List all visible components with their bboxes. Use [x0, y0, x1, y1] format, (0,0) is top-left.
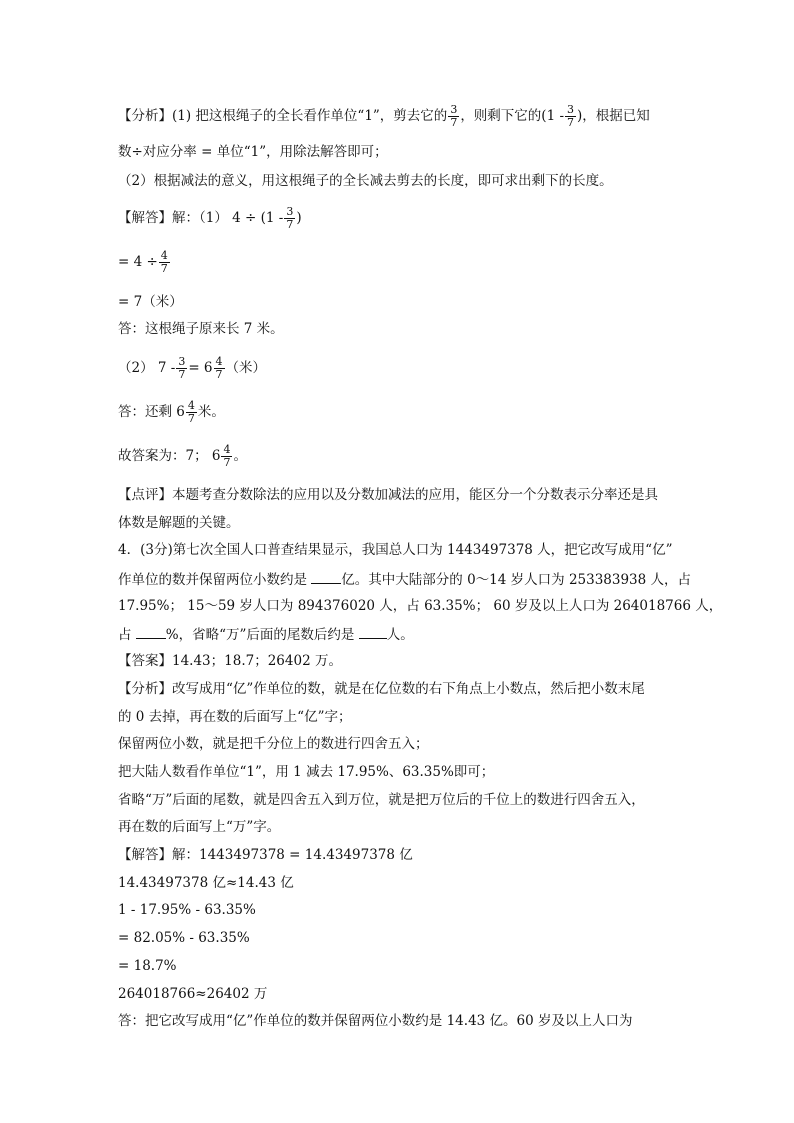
solution-line-1: 【解答】解：（1） 4 ÷ (1 - $\frac{3}{7}$ ) — [118, 205, 302, 231]
final-answer-line: 故答案为：7； 6 $\frac{4}{7}$ 。 — [118, 443, 247, 469]
question-4-solution-5: = 18.7% — [118, 958, 177, 974]
question-4-analysis-2: 的 0 去掉，再在数的后面写上“亿”字； — [118, 709, 352, 725]
analysis-line-3: （2）根据减法的意义，用这根绳子的全长减去剪去的长度，即可求出剩下的长度。 — [118, 173, 613, 189]
fraction-4-7: $\frac{4}{7}$ — [215, 355, 223, 381]
text: ，则剩下它的(1 - — [460, 108, 565, 124]
question-4-solution-6: 264018766≈26402 万 — [118, 986, 268, 1002]
question-4-answer: 【答案】14.43；18.7；26402 万。 — [118, 653, 342, 669]
question-4-solution-4: = 82.05% - 63.35% — [118, 930, 250, 946]
fraction-3-7: $\frac{3}{7}$ — [178, 355, 186, 381]
answer-blank — [136, 624, 166, 639]
fraction-3-7: $\frac{3}{7}$ — [450, 103, 458, 129]
question-4-solution-3: 1 - 17.95% - 63.35% — [118, 902, 256, 918]
answer-line-1: 答：这根绳子原来长 7 米。 — [118, 321, 284, 337]
fraction-4-7: $\frac{4}{7}$ — [160, 249, 168, 275]
text: )，根据已知 — [577, 108, 650, 124]
solution-line-4: （2） 7 - $\frac{3}{7}$ = 6 $\frac{4}{7}$ （米） — [118, 355, 267, 381]
analysis-line-2: 数÷对应分率 = 单位“1”，用除法解答即可； — [118, 144, 388, 160]
fraction-4-7: $\frac{4}{7}$ — [187, 399, 195, 425]
question-4-solution-1: 【解答】解：1443497378 = 14.43497378 亿 — [118, 847, 413, 863]
solution-line-2: = 4 ÷ $\frac{4}{7}$ — [118, 249, 168, 275]
question-4-line-4: 占 %，省略“万”后面的尾数后约是 人。 — [118, 624, 414, 644]
question-4-analysis-6: 再在数的后面写上“万”字。 — [118, 819, 281, 835]
question-4-analysis-4: 把大陆人数看作单位“1”，用 1 减去 17.95%、63.35%即可； — [118, 764, 495, 780]
solution-line-3: = 7（米） — [118, 294, 183, 310]
comment-line-2: 体数是解题的关键。 — [118, 515, 240, 531]
question-4-line-2: 作单位的数并保留两位小数约是 亿。其中大陆部分的 0～14 岁人口为 253383938 人，占 — [118, 569, 691, 589]
answer-line-2: 答：还剩 6 $\frac{4}{7}$ 米。 — [118, 399, 225, 425]
analysis-line-1 — [118, 104, 650, 129]
answer-blank — [311, 569, 341, 584]
question-4-solution-2: 14.43497378 亿≈14.43 亿 — [118, 875, 294, 891]
question-4-analysis-3: 保留两位小数，就是把千分位上的数进行四舍五入； — [118, 736, 429, 752]
fraction-3-7: $\frac{3}{7}$ — [567, 103, 575, 129]
fraction-3-7: $\frac{3}{7}$ — [286, 205, 294, 231]
question-4-line-3: 17.95%； 15～59 岁人口为 894376020 人，占 63.35%； 60 岁及以上人口为 264018766 人， — [118, 598, 723, 614]
question-4-line-1: 4．(3分)第七次全国人口普查结果显示，我国总人口为 1443497378 人，把它改写成用“亿” — [118, 542, 673, 558]
question-4-analysis-5: 省略“万”后面的尾数，就是四舍五入到万位，就是把万位后的千位上的数进行四舍五入， — [118, 792, 645, 808]
question-4-analysis-1: 【分析】改写成用“亿”作单位的数，就是在亿位数的右下角点上小数点，然后把小数末尾 — [118, 681, 645, 697]
fraction-4-7: $\frac{4}{7}$ — [223, 443, 231, 469]
text: 【分析】(1) 把这根绳子的全长看作单位“1”，剪去它的 — [118, 108, 448, 124]
comment-line-1: 【点评】本题考查分数除法的应用以及分数加减法的应用，能区分一个分数表示分率还是具 — [118, 487, 658, 503]
answer-blank — [359, 624, 387, 639]
question-4-solution-7: 答：把它改写成用“亿”作单位的数并保留两位小数约是 14.43 亿。60 岁及以上人口为 — [118, 1013, 633, 1029]
